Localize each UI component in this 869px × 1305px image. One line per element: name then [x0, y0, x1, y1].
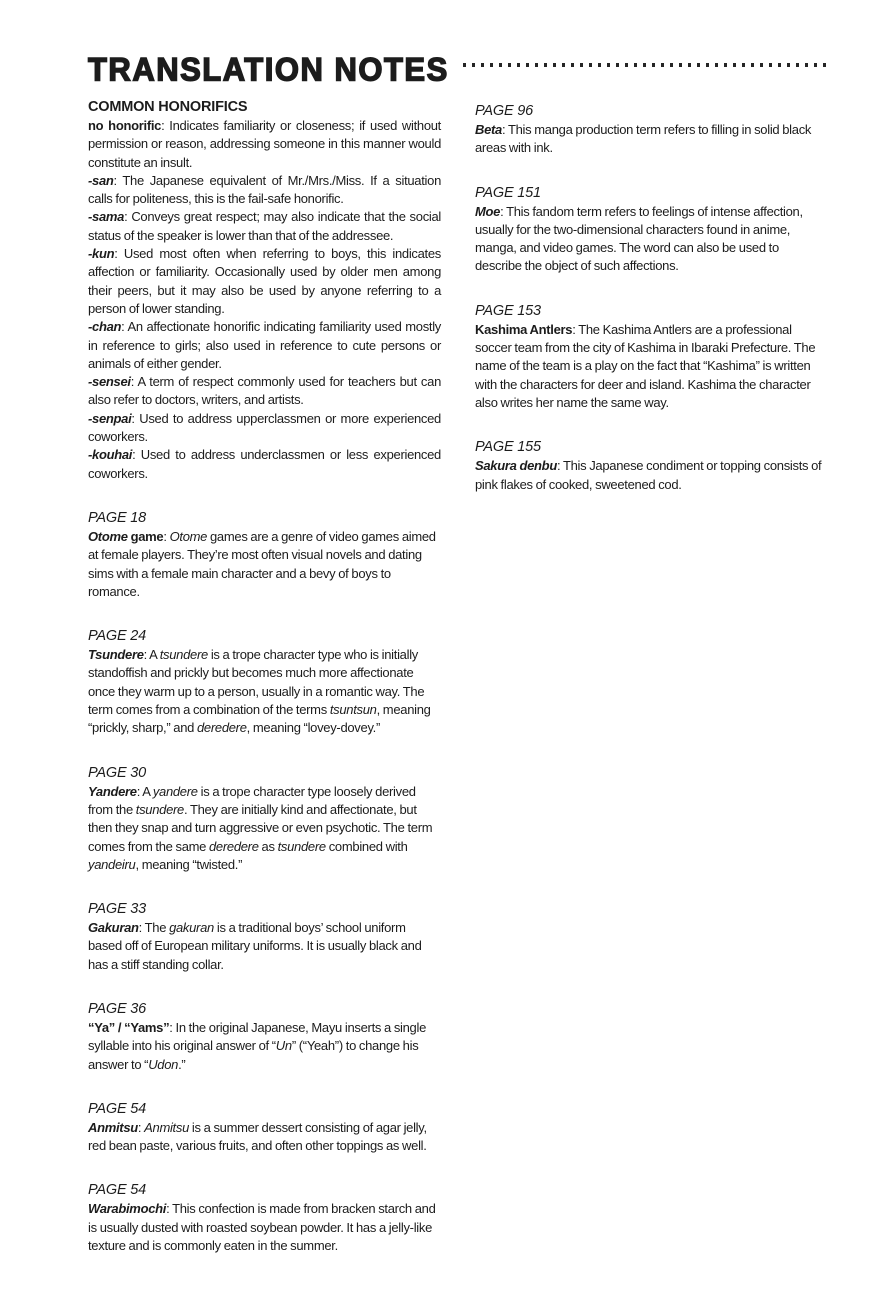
text-segment: Otome	[88, 528, 128, 544]
page-title: TRANSLATION NOTES	[88, 51, 449, 88]
text-segment: tsundere	[159, 647, 208, 663]
honorific-entry	[88, 318, 441, 373]
note-section	[88, 765, 441, 874]
text-segment: Moe	[475, 203, 501, 219]
text-segment: -san	[88, 172, 114, 188]
text-segment: : A	[136, 783, 153, 799]
text-segment: deredere	[209, 838, 259, 854]
text-segment: , meaning “prickly, sharp,” and	[88, 702, 431, 736]
note-section	[475, 439, 828, 494]
note-section	[475, 103, 828, 158]
text-segment: Udon	[148, 1056, 179, 1072]
left-notes-list	[88, 510, 441, 1255]
honorific-entry	[88, 117, 441, 172]
page-label: PAGE 153	[475, 302, 541, 319]
text-segment: tsundere	[135, 801, 184, 817]
text-segment: -kouhai	[88, 447, 133, 463]
text-segment: Kashima Antlers	[475, 321, 573, 337]
text-segment: .”	[178, 1056, 186, 1072]
text-segment: Tsundere	[88, 647, 144, 663]
page-label: PAGE 54	[88, 1100, 146, 1117]
note-text	[475, 203, 828, 276]
text-segment: -sama	[88, 209, 125, 225]
text-segment: “Ya” / “Yams”	[88, 1019, 170, 1035]
text-segment: : An affectionate honorific indicating familiarity used mostly in reference to girls; also used in reference to cute persons or animals of either gender.	[88, 319, 441, 371]
text-segment: : Used to address upperclassmen or more experienced coworkers.	[88, 410, 441, 445]
text-segment: : Used most often when referring to boys, this indicates affection or familiarity. Occasionally used by older men among their peers, but it may also be used by anyone referring to a person of lower standing.	[88, 246, 441, 316]
note-section	[88, 510, 441, 601]
note-section	[88, 628, 441, 737]
text-segment: combined with	[325, 838, 408, 854]
text-segment: -senpai	[88, 410, 132, 426]
text-segment: -sensei	[88, 374, 131, 390]
honorific-entry	[88, 373, 441, 410]
text-segment: :	[163, 528, 170, 544]
text-segment: : A term of respect commonly used for teachers but can also refer to doctors, writers, and artists.	[88, 374, 441, 408]
honorific-entry	[88, 446, 441, 483]
text-segment: Sakura denbu	[475, 458, 557, 474]
page-label: PAGE 155	[475, 439, 541, 456]
text-segment: ” (“Yeah”) to change his answer to “	[88, 1038, 419, 1072]
honorifics-section	[88, 99, 441, 483]
text-segment: gakuran	[169, 920, 214, 936]
text-segment: deredere	[197, 720, 247, 736]
text-segment: Otome	[169, 528, 208, 544]
text-segment: : Used to address underclassmen or less experienced coworkers.	[88, 447, 441, 481]
page-label: PAGE 151	[475, 184, 541, 201]
page-label: PAGE 54	[88, 1182, 146, 1199]
note-section	[88, 1001, 441, 1074]
text-segment: : A	[143, 647, 160, 663]
text-segment: is a trope character type loosely derived from the	[88, 783, 416, 817]
text-segment: -chan	[88, 319, 122, 335]
note-text	[88, 1200, 441, 1255]
text-segment: no honorific	[88, 118, 162, 133]
page-label: PAGE 33	[88, 901, 146, 918]
text-segment: : Indicates familiarity or closeness; if used without permission or reason, addressing someone in this manner would constitute an insult.	[88, 118, 441, 170]
text-segment: Warabimochi	[88, 1201, 167, 1217]
note-section	[88, 901, 441, 974]
text-segment: , meaning “lovey-dovey.”	[246, 720, 381, 736]
right-column	[475, 99, 828, 494]
text-segment: : In the original Japanese, Mayu inserts a single syllable into his original answer of “	[88, 1019, 426, 1054]
honorific-entry	[88, 245, 441, 318]
text-segment: : This confection is made from bracken starch and is usually dusted with roasted soybean powder. It has a jelly-like texture and is commonly eaten in the summer.	[88, 1201, 436, 1254]
text-segment: yandere	[152, 783, 198, 799]
note-text	[88, 646, 441, 737]
honorifics-heading: COMMON HONORIFICS	[88, 99, 248, 115]
page-header	[88, 52, 828, 88]
note-text	[88, 1119, 441, 1156]
text-segment: is a trope character type who is initially standoffish and prickly but becomes much more affectionate once they warm up to a person, usually in a romantic way. The term comes from a combination of the terms	[88, 647, 425, 718]
note-section	[88, 1182, 441, 1255]
left-column	[88, 99, 441, 1255]
page-label: PAGE 18	[88, 509, 146, 526]
note-section	[475, 303, 828, 412]
text-segment: tsundere	[277, 838, 326, 854]
note-section	[475, 185, 828, 276]
page-label: PAGE 36	[88, 1000, 146, 1017]
text-segment: Anmitsu	[144, 1119, 190, 1135]
note-text	[88, 783, 441, 874]
text-segment: : The	[138, 920, 170, 936]
text-segment: : This fandom term refers to feelings of intense affection, usually for the two-dimensional characters found in anime, manga, and video games. The word can also be used to describe the object of such affections.	[475, 203, 803, 274]
note-text	[475, 321, 828, 412]
page-label: PAGE 24	[88, 628, 146, 645]
text-segment: , meaning “twisted.”	[135, 856, 243, 872]
text-segment: Beta	[475, 122, 502, 137]
honorific-entry	[88, 410, 441, 447]
text-segment: is a summer dessert consisting of agar jelly, red bean paste, various fruits, and often other toppings as well.	[88, 1119, 427, 1154]
text-segment: Yandere	[88, 783, 137, 799]
text-segment: Un	[275, 1038, 292, 1054]
right-notes-list	[475, 103, 828, 494]
text-segment: is a traditional boys’ school uniform based off of European military uniforms. It is usually black and has a stiff standing collar.	[88, 920, 422, 972]
text-segment: yandeiru	[88, 856, 136, 872]
text-segment: -kun	[88, 246, 115, 262]
text-segment: games are a genre of video games aimed at female players. They’re most often visual novels and dating sims with a female main character and a bevy of boys to romance.	[88, 528, 436, 599]
note-section	[88, 1101, 441, 1156]
text-segment: : Conveys great respect; may also indicate that the social status of the speaker is lower than that of the addressee.	[88, 209, 441, 243]
text-segment: : The Japanese equivalent of Mr./Mrs./Miss. If a situation calls for politeness, this is the fail-safe honorific.	[88, 172, 441, 207]
text-segment: Anmitsu	[88, 1119, 138, 1135]
note-text	[88, 919, 441, 974]
text-segment: Gakuran	[88, 920, 139, 936]
note-text	[475, 457, 828, 494]
honorific-entry	[88, 208, 441, 245]
text-segment: game	[127, 528, 164, 544]
honorifics-list	[88, 117, 441, 483]
page-label: PAGE 30	[88, 764, 146, 781]
text-segment: as	[258, 838, 278, 854]
note-text	[475, 121, 828, 158]
note-text	[88, 528, 441, 601]
text-segment: . They are initially kind and affectionate, but then they snap and turn aggressive or even psychotic. The term comes from the same	[88, 801, 433, 854]
page-label: PAGE 96	[475, 103, 533, 119]
dotted-rule	[463, 63, 828, 67]
honorific-entry	[88, 172, 441, 209]
text-segment: : The Kashima Antlers are a professional soccer team from the city of Kashima in Ibaraki Prefecture. The name of the team is a play on the fact that “Kashima” is written with the characters for deer and island. Kashima the character also writes her name the same way.	[475, 321, 816, 410]
note-text	[88, 1019, 441, 1074]
text-segment: :	[137, 1119, 145, 1135]
content-columns	[88, 99, 829, 1255]
text-segment: : This manga production term refers to filling in solid black areas with ink.	[475, 122, 812, 156]
text-segment: tsuntsun	[329, 702, 377, 718]
text-segment: : This Japanese condiment or topping consists of pink flakes of cooked, sweetened cod.	[475, 458, 822, 492]
